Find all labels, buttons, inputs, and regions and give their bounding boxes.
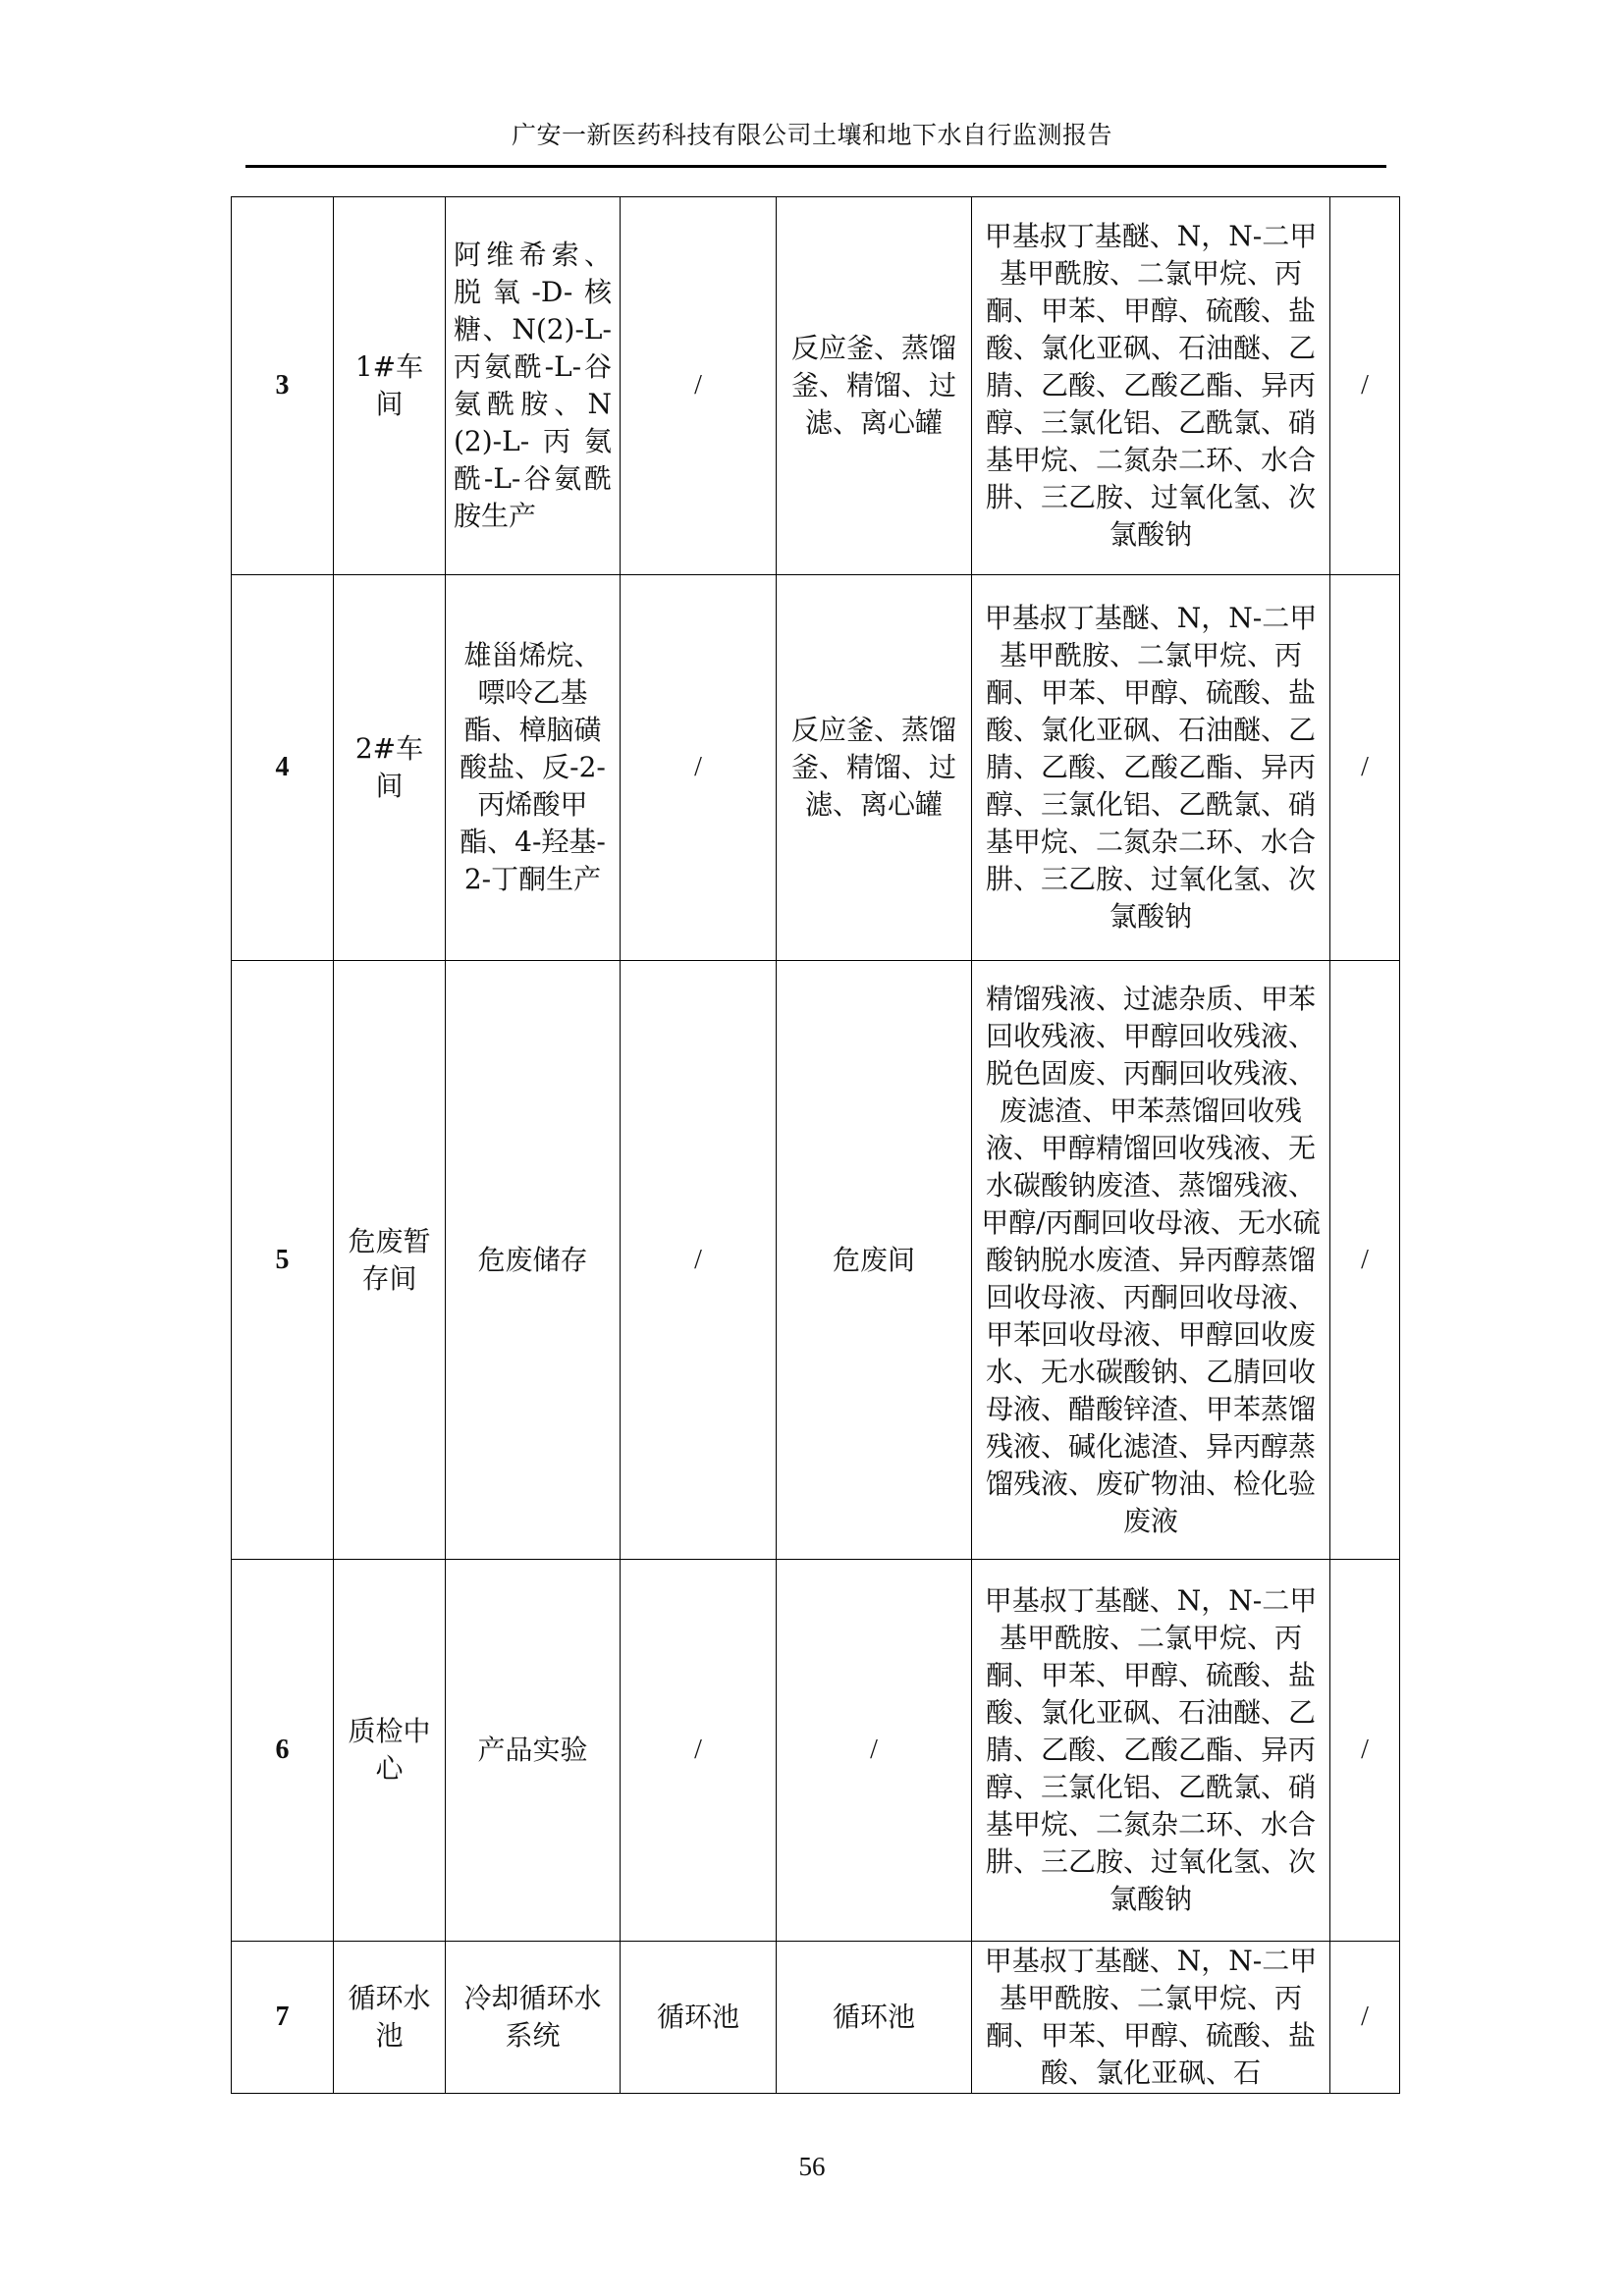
- row-pollutants: 精馏残液、过滤杂质、甲苯回收残液、甲醇回收残液、脱色固废、丙酮回收残液、废滤渣、甲苯蒸馏回收残液、甲醇精馏回收残液、无水碳酸钠废渣、蒸馏残液、甲醇/丙酮回收母液、无水硫酸钠脱水废渣、异丙醇蒸馏回收母液、丙酮回收母液、甲苯回收母液、甲醇回收废水、无水碳酸钠、乙腈回收母液、醋酸锌渣、甲苯蒸馏残液、碱化滤渣、异丙醇蒸馏残液、废矿物油、检化验废液: [972, 961, 1330, 1560]
- row-col4: /: [621, 1560, 777, 1942]
- row-activity: 阿维希索、脱氧-D-核糖、N(2)-L-丙氨酰-L-谷氨酰胺、N(2)-L-丙氨酰-L-谷氨酰胺生产: [446, 197, 621, 575]
- page-number: 56: [798, 2152, 826, 2181]
- table-row: [232, 575, 1400, 961]
- page-header-title: 广安一新医药科技有限公司土壤和地下水自行监测报告: [511, 121, 1112, 149]
- row-pollutants: 甲基叔丁基醚、N，N-二甲基甲酰胺、二氯甲烷、丙酮、甲苯、甲醇、硫酸、盐酸、氯化亚砜、石油醚、乙腈、乙酸、乙酸乙酯、异丙醇、三氯化铝、乙酰氯、硝基甲烷、二氮杂二环、水合肼、三乙胺、过氧化氢、次氯酸钠: [972, 197, 1330, 575]
- row-col7: /: [1330, 961, 1400, 1560]
- row-location: 质检中心: [334, 1560, 446, 1942]
- row-equipment: 危废间: [777, 961, 972, 1560]
- row-activity: 产品实验: [446, 1560, 621, 1942]
- table-row: [232, 1942, 1400, 2094]
- row-activity: 冷却循环水系统: [446, 1942, 621, 2094]
- row-col7: /: [1330, 197, 1400, 575]
- row-pollutants: 甲基叔丁基醚、N，N-二甲基甲酰胺、二氯甲烷、丙酮、甲苯、甲醇、硫酸、盐酸、氯化亚砜、石油醚、乙腈、乙酸、乙酸乙酯、异丙醇、三氯化铝、乙酰氯、硝基甲烷、二氮杂二环、水合肼、三乙胺、过氧化氢、次氯酸钠: [972, 1560, 1330, 1942]
- row-location: 循环水池: [334, 1942, 446, 2094]
- row-equipment: 循环池: [777, 1942, 972, 2094]
- table-row: [232, 961, 1400, 1560]
- row-col7: /: [1330, 575, 1400, 961]
- row-col7: /: [1330, 1942, 1400, 2094]
- facility-table: [231, 196, 1400, 2094]
- row-col4: /: [621, 197, 777, 575]
- row-equipment: 反应釜、蒸馏釜、精馏、过滤、离心罐: [777, 197, 972, 575]
- row-col7: /: [1330, 1560, 1400, 1942]
- row-pollutants: 甲基叔丁基醚、N，N-二甲基甲酰胺、二氯甲烷、丙酮、甲苯、甲醇、硫酸、盐酸、氯化亚砜、石: [972, 1942, 1330, 2094]
- row-location: 危废暂存间: [334, 961, 446, 1560]
- row-location: 2#车间: [334, 575, 446, 961]
- row-col4: /: [621, 575, 777, 961]
- row-col4: /: [621, 961, 777, 1560]
- table-row: [232, 1560, 1400, 1942]
- row-number: 3: [232, 197, 334, 575]
- row-number: 4: [232, 575, 334, 961]
- row-number: 6: [232, 1560, 334, 1942]
- row-pollutants: 甲基叔丁基醚、N，N-二甲基甲酰胺、二氯甲烷、丙酮、甲苯、甲醇、硫酸、盐酸、氯化亚砜、石油醚、乙腈、乙酸、乙酸乙酯、异丙醇、三氯化铝、乙酰氯、硝基甲烷、二氮杂二环、水合肼、三乙胺、过氧化氢、次氯酸钠: [972, 575, 1330, 961]
- row-activity: 危废储存: [446, 961, 621, 1560]
- header-rule: [245, 165, 1386, 168]
- table-row: [232, 197, 1400, 575]
- row-col4: 循环池: [621, 1942, 777, 2094]
- row-equipment: /: [777, 1560, 972, 1942]
- row-location: 1#车间: [334, 197, 446, 575]
- row-number: 5: [232, 961, 334, 1560]
- row-number: 7: [232, 1942, 334, 2094]
- row-activity: 雄甾烯烷、嘌呤乙基酯、樟脑磺酸盐、反-2-丙烯酸甲酯、4-羟基-2-丁酮生产: [446, 575, 621, 961]
- row-equipment: 反应釜、蒸馏釜、精馏、过滤、离心罐: [777, 575, 972, 961]
